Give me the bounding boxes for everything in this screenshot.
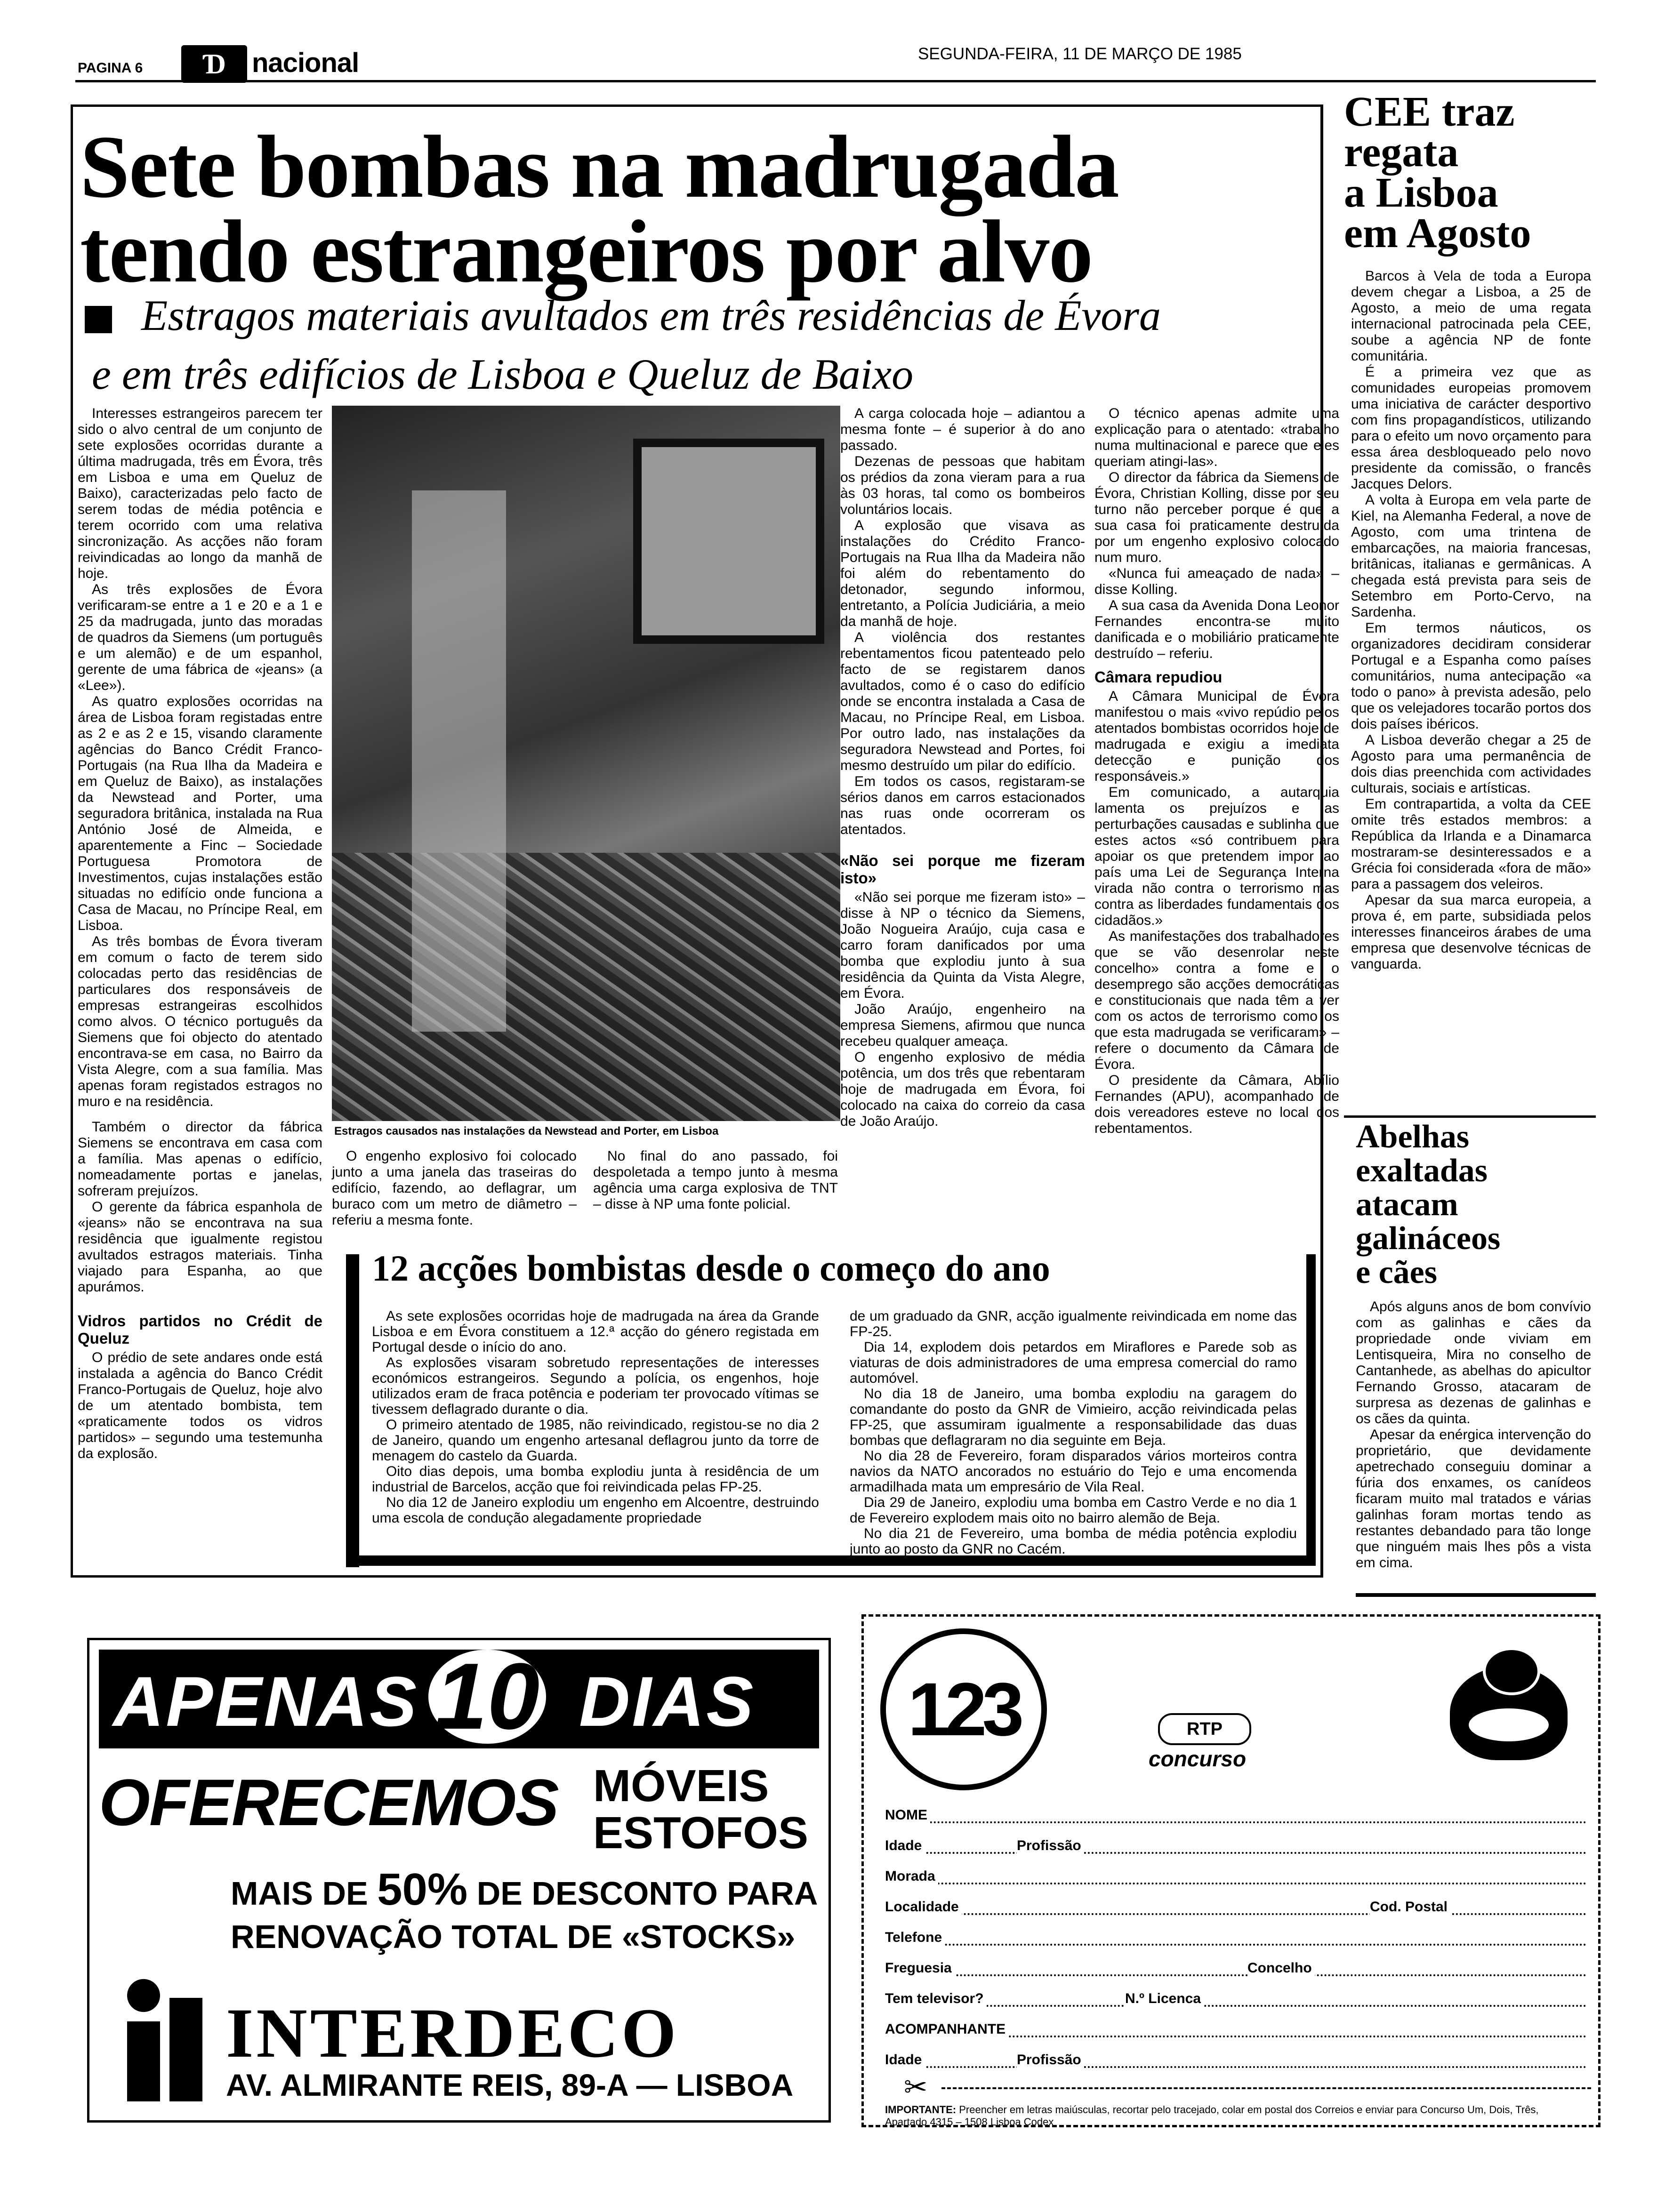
ad-brand: INTERDECO	[226, 1994, 679, 2072]
photo-caption: Estragos causados nas instalações da Newstead and Porter, em Lisboa	[334, 1125, 719, 1138]
column-subhead: Vidros partidos no Crédit de Queluz	[78, 1312, 322, 1347]
localidade-label: Localidade	[885, 1899, 962, 1915]
form-row-idade[interactable]	[885, 1838, 1586, 1857]
main-box-top	[71, 104, 1323, 107]
abelhas-headline	[1356, 1120, 1500, 1290]
ad-desconto: DE DESCONTO PARA	[467, 1875, 818, 1912]
paragraph: No dia 12 de Janeiro explodiu um engenho em Alcoentre, destruindo uma escola de condução alegadamente propriedade	[372, 1495, 819, 1526]
page-date: SEGUNDA-FEIRA, 11 DE MARÇO DE 1985	[918, 45, 1242, 63]
rtp-logo-icon: RTP	[1158, 1713, 1251, 1745]
idade-2-label: Idade	[885, 2052, 925, 2068]
ad-mais: MAIS DE	[231, 1875, 378, 1912]
main-subheadline-line2: e em três edifícios de Lisboa e Queluz de Baixo	[92, 350, 914, 398]
ad-dias: DIAS	[579, 1662, 756, 1741]
concelho-label: Concelho	[1247, 1960, 1315, 1976]
paragraph: O presidente da Câmara, Abílio Fernandes (APU), acompanhado de dois vereadores esteve no local dos rebentamentos.	[1094, 1073, 1339, 1136]
paragraph: As quatro explosões ocorridas na área de Lisboa foram registadas entre as 2 e as 2 e 15, visando claramente agências do Banco Crédit Franco-Portugais (na Rua Ilha da Madeira e em Queluz de Baixo), as instalações da Newstead and Porter, uma seguradora britânica, instalada na Rua António José de Almeida, e aparentemente a Finc – Sociedade Portuguesa Promotora de Investimentos, cujas instalações estão situadas no edifício onde funciona a Casa de Macau, no Príncipe Real, em Lisboa.	[78, 694, 322, 933]
paragraph: O primeiro atentado de 1985, não reivindicado, registou-se no dia 2 de Janeiro, quando um engenho artesanal deflagrou junto da torre de menagem do castelo da Guarda.	[372, 1417, 819, 1464]
sidebar-divider	[1344, 1115, 1596, 1118]
headline-line: CEE traz	[1344, 88, 1515, 135]
interdeco-ad	[87, 1638, 831, 2123]
ad-renovacao: RENOVAÇÃO TOTAL DE «STOCKS»	[231, 1918, 796, 1955]
important-note	[885, 2104, 1577, 2128]
morada-label: Morada	[885, 1868, 938, 1884]
photo-debris	[332, 853, 840, 1121]
paragraph: No dia 21 de Fevereiro, uma bomba de média potência explodiu junto ao posto da GNR no Cacém.	[850, 1526, 1297, 1557]
paragraph: O gerente da fábrica espanhola de «jeans» não se encontrava na sua residência que igualmente registou avultados estragos materiais. Tinha viajado para Espanha, ao que apurámos.	[78, 1199, 322, 1295]
headline-line: atacam	[1356, 1186, 1458, 1223]
paragraph: A explosão que visava as instalações do Crédito Franco-Portugais na Rua Ilha da Madeira não foi além do rebentamento do detonador, segundo informou, entretanto, a Polícia Judiciária, a meio da manhã de hoje.	[840, 518, 1085, 629]
interdeco-logo-icon	[118, 1979, 207, 2101]
paragraph: «Não sei porque me fizeram isto» – disse à NP o técnico da Siemens, João Nogueira Araújo, cuja casa e carro foram danificados por uma bomba que explodiu junto à sua residência da Quinta da Vista Alegre, em Évora.	[840, 890, 1085, 1001]
paragraph: É a primeira vez que as comunidades europeias promovem uma iniciativa de carácter desportivo com fins propagandísticos, utilizando para o efeito um novo orçamento para essa área desbloqueado pelo novo presidente da comissão, o francês Jacques Delors.	[1351, 364, 1591, 492]
main-column-1	[78, 406, 322, 1462]
photo-wall	[412, 490, 506, 1032]
page-number: PAGINA 6	[78, 60, 143, 76]
main-box-bottom	[71, 1575, 1323, 1578]
paragraph: de um graduado da GNR, acção igualmente reivindicada em nome das FP-25.	[850, 1308, 1297, 1339]
main-headline-line2: tendo estrangeiros por alvo	[80, 202, 1093, 301]
freguesia-label: Freguesia	[885, 1960, 955, 1976]
paragraph: Barcos à Vela de toda a Europa devem chegar a Lisboa, a 25 de Agosto, a meio de uma regata internacional patrocinada pela CEE, soube a agência NP de fonte comunitária.	[1351, 268, 1591, 364]
paragraph: O técnico apenas admite uma explicação para o atentado: «trabalho numa multinacional e parece que eles queriam atingi-las».	[1094, 406, 1339, 469]
main-column-3	[840, 406, 1085, 1130]
headline-line: e cães	[1356, 1254, 1437, 1290]
form-row-nome[interactable]	[885, 1807, 1586, 1826]
headline-line: Abelhas	[1356, 1119, 1470, 1155]
under-photo-column-a	[332, 1148, 577, 1228]
paragraph: As explosões visaram sobretudo representações de interesses económicos estrangeiros. Segundo a polícia, os engenhos, hoje utilizados eram de fraca potência e poderiam ter provocado vítimas se tivessem deflagrado durante o dia.	[372, 1355, 819, 1417]
paragraph: Também o director da fábrica Siemens se encontrava em casa com a família. Mas apenas o edifício, nomeadamente portas e janelas, sofreram prejuízos.	[78, 1119, 322, 1199]
mascot-illustration-icon	[1440, 1638, 1577, 1765]
ad-oferecemos: OFERECEMOS	[99, 1765, 558, 1839]
paragraph: «Nunca fui ameaçado de nada» – disse Kolling.	[1094, 566, 1339, 597]
ad-address: AV. ALMIRANTE REIS, 89-A — LISBOA	[226, 2068, 794, 2102]
important-label: IMPORTANTE:	[885, 2104, 957, 2116]
paragraph: A carga colocada hoje – adiantou a mesma fonte – é superior à do ano passado.	[840, 406, 1085, 453]
paragraph: A Lisboa deverão chegar a 25 de Agosto para uma permanência de dois dias preenchida com actividades culturais, sociais e artísticas.	[1351, 732, 1591, 796]
cee-body	[1351, 268, 1591, 972]
form-row-telefone[interactable]	[885, 1930, 1586, 1948]
abelhas-body	[1356, 1299, 1591, 1571]
paragraph: A Câmara Municipal de Évora manifestou o mais «vivo repúdio pelos atentados bombistas ocorridos hoje de madrugada e exigiu a imediata detecção e punição dos responsáveis.»	[1094, 689, 1339, 784]
box-bar-bottom	[346, 1555, 1316, 1566]
form-row-televisor[interactable]	[885, 1991, 1586, 2010]
paragraph: Dia 14, explodem dois petardos em Miraflores e Parede sob as viaturas de dois administradores de uma empresa comercial do ramo automóvel.	[850, 1339, 1297, 1386]
paragraph: A violência dos restantes rebentamentos ficou patenteado pelo facto de se registarem danos avultados, como é o caso do edifício onde se encontra instalada a Casa de Macau, no Príncipe Real, em Lisboa. Por outro lado, nas instalações da seguradora Newstead and Portes, foi mesmo destruído um pilar do edifício.	[840, 630, 1085, 773]
headline-line: a Lisboa	[1344, 169, 1498, 216]
paragraph: Oito dias depois, uma bomba explodiu junta à residência de um industrial de Barcelos, acção que foi reivindicada pelas FP-25.	[372, 1464, 819, 1495]
important-text: Preencher em letras maiúsculas, recortar pelo tracejado, colar em postal dos Correios e enviar para Concurso Um, Dois, Três, Apartado 4315 – 1508 Lisboa Codex	[885, 2104, 1539, 2128]
paragraph: Dia 29 de Janeiro, explodiu uma bomba em Castro Verde e no dia 1 de Fevereiro explodem mais oito no bairro alemão de Beja.	[850, 1495, 1297, 1526]
main-subheadline-line1: Estragos materiais avultados em três residências de Évora	[141, 291, 1161, 339]
paragraph: As três explosões de Évora verificaram-se entre a 1 e 20 e a 1 e 25 da madrugada, junto das moradas de quadros da Siemens (um português e um alemão) e de um espanhol, gerente de uma fábrica de «jeans» (a «Lee»).	[78, 582, 322, 693]
cee-headline	[1344, 88, 1531, 256]
main-box-left	[71, 104, 73, 1578]
profissao-2-label: Profissão	[1017, 2052, 1084, 2068]
cut-line	[941, 2087, 1591, 2089]
cod-postal-label: Cod. Postal	[1370, 1899, 1450, 1915]
section-title: nacional	[252, 48, 359, 78]
headline-line: galináceos	[1356, 1220, 1501, 1257]
acompanhante-label: ACOMPANHANTE	[885, 2021, 1008, 2037]
under-photo-column-b	[593, 1148, 838, 1212]
ad-apenas: APENAS	[113, 1662, 419, 1741]
paragraph: Em contrapartida, a volta da CEE omite três estados membros: a República da Irlanda e a Dinamarca mostraram-se desinteressados e a Grécia foi considerada «fora de mão» para a passagem dos veleiros.	[1351, 796, 1591, 892]
paragraph: Após alguns anos de bom convívio com as galinhas e cães da propriedade onde viviam em Lentisqueira, Mira no conselho de Cantanhede, as abelhas do apicultor Fernando Grosso, atacaram de surpresa as dezenas de galinhas e os cães da quinta.	[1356, 1299, 1591, 1427]
licenca-label: N.º Licenca	[1125, 1991, 1204, 2007]
paragraph: Dezenas de pessoas que habitam os prédios da zona vieram para a rua às 03 horas, tal como os bombeiros voluntários locais.	[840, 454, 1085, 517]
headline-line: regata	[1344, 129, 1459, 176]
box-bar-right	[1306, 1254, 1316, 1565]
sidebar-bottom-rule	[1356, 1593, 1596, 1597]
header-rule	[75, 80, 1596, 82]
ad-estofos: ESTOFOS	[593, 1808, 808, 1858]
paragraph: O prédio de sete andares onde está instalada a agência do Banco Crédit Franco-Portugais de Queluz, hoje alvo de um atentado bombista, tem «praticamente todos os vidros partidos» – segundo uma testemunha da explosão.	[78, 1350, 322, 1461]
bullet-square-icon	[85, 306, 112, 333]
paragraph: Em comunicado, a autarquia lamenta os prejuízos e as perturbações causadas e sublinha que estes actos «só contribuem para apoiar os que pretendem impor ao país uma Lei de Segurança Interna virada não contra o terrorismo mas contra as liberdades fundamentais dos cidadãos.»	[1094, 785, 1339, 928]
paragraph: Interesses estrangeiros parecem ter sido o alvo central de um conjunto de sete explosões ocorridas durante a última madrugada, três em Évora, três em Lisboa e uma em Queluz de Baixo), caracterizadas pelo facto de serem todas de média potência e terem ocorrido com uma relativa sincronização. As acções não foram reivindicadas ao longo da manhã de hoje.	[78, 406, 322, 581]
show-123-logo: 123	[880, 1628, 1047, 1790]
form-row-freguesia[interactable]	[885, 1960, 1586, 1979]
paragraph: Em termos náuticos, os organizadores decidiram considerar Portugal e a Espanha como países comunitários, numa antecipação «a todo o pano» à prevista adesão, pelo que os velejadores tocarão portos dos dois países ibéricos.	[1351, 620, 1591, 732]
televisor-label: Tem televisor?	[885, 1991, 987, 2007]
scissors-icon: ✂	[904, 2071, 928, 2103]
form-row-localidade[interactable]	[885, 1899, 1586, 1918]
profissao-label: Profissão	[1017, 1838, 1084, 1854]
paragraph: João Araújo, engenheiro na empresa Siemens, afirmou que nunca recebeu qualquer ameaça.	[840, 1002, 1085, 1049]
ad-discount-line	[231, 1864, 818, 1915]
column-subhead: Câmara repudiou	[1094, 668, 1223, 686]
ad-ten: 10	[428, 1650, 546, 1744]
form-row-morada[interactable]	[885, 1868, 1586, 1887]
concurso-label: concurso	[1149, 1747, 1247, 1771]
paragraph: No dia 18 de Janeiro, uma bomba explodiu na garagem do comandante do posto da GNR de Vimieiro, acção reivindicada pelas FP-25, que assumiram igualmente a responsabilidade das duas bombas que deflagraram no dia seguinte em Beja.	[850, 1386, 1297, 1448]
newspaper-logo-icon: Ɗ	[181, 45, 247, 83]
idade-label: Idade	[885, 1838, 925, 1854]
box-column-right	[850, 1308, 1297, 1557]
photo-window-frame	[633, 439, 824, 644]
form-row-acompanhante[interactable]	[885, 2021, 1586, 2040]
column-subhead: «Não sei porque me fizeram isto»	[840, 852, 1085, 887]
paragraph: Em todos os casos, registaram-se sérios danos em carros estacionados nas ruas onde ocorreram os atentados.	[840, 774, 1085, 837]
paragraph: A sua casa da Avenida Dona Leonor Fernandes encontra-se muito danificada e o mobiliário praticamente destruído – referiu.	[1094, 598, 1339, 661]
paragraph: O engenho explosivo de média potência, um dos três que rebentaram hoje de madrugada em Évora, foi colocado na caixa do correio da casa de João Araújo.	[840, 1050, 1085, 1129]
nome-label: NOME	[885, 1807, 930, 1823]
main-column-4	[1094, 406, 1339, 1137]
paragraph: A volta à Europa em vela parte de Kiel, na Alemanha Federal, a nove de Agosto, com uma trintena de embarcações, na maioria francesas, britânicas, italianas e germânicas. A chegada está prevista para seis de Setembro em Porto-Cervo, na Sardenha.	[1351, 492, 1591, 620]
box-column-left	[372, 1308, 819, 1526]
paragraph: As sete explosões ocorridas hoje de madrugada na área da Grande Lisboa e em Évora constituem a 12.ª acção do género registada em Portugal desde o início do ano.	[372, 1308, 819, 1355]
box-headline: 12 acções bombistas desde o começo do ano	[372, 1248, 1050, 1289]
headline-line: em Agosto	[1344, 210, 1531, 256]
ad-percent: 50%	[377, 1864, 468, 1915]
form-row-idade-2[interactable]	[885, 2052, 1586, 2071]
paragraph: O engenho explosivo foi colocado junto a uma janela das traseiras do edifício, fazendo, ao deflagrar, um buraco com um metro de diâmetro – referiu a mesma fonte.	[332, 1148, 577, 1228]
paragraph: O director da fábrica da Siemens de Évora, Christian Kolling, disse por seu turno não perceber porque é que a sua casa foi praticamente destruída por um engenho explosivo colocado num muro.	[1094, 470, 1339, 565]
headline-line: exaltadas	[1356, 1153, 1488, 1189]
paragraph: No dia 28 de Fevereiro, foram disparados vários morteiros contra navios da NATO ancorados no estuário do Tejo e uma encomenda armadilhada mata um empresário de Vila Real.	[850, 1448, 1297, 1495]
box-bar-left	[346, 1254, 359, 1567]
paragraph: As manifestações dos trabalhadores que se vão desenrolar neste concelho» contra a fome e o desemprego são acções democráticas e constitucionais que nada têm a ver com os actos de terrorismo como os que esta madrugada se verificaram» – refere o documento da Câmara de Évora.	[1094, 929, 1339, 1072]
telefone-label: Telefone	[885, 1930, 945, 1946]
main-headline-line1: Sete bombas na madrugada	[80, 118, 1118, 216]
paragraph: No final do ano passado, foi despoletada a tempo junto à mesma agência uma carga explosiva de TNT – disse à NP uma fonte policial.	[593, 1148, 838, 1212]
news-photo	[332, 406, 840, 1121]
paragraph: Apesar da sua marca europeia, a prova é, em parte, subsidiada pelos interesses financeiros árabes de uma empresa que desenvolve técnicas de vanguarda.	[1351, 892, 1591, 972]
paragraph: Apesar da enérgica intervenção do proprietário, que devidamente apetrechado conseguiu dominar a fúria dos enxames, os canídeos ficaram muito mal tratados e várias galinhas foram mortas tendo as restantes debandado para tão longe que ninguém mais lhes pôs a vista em cima.	[1356, 1427, 1591, 1571]
ad-moveis: MÓVEIS	[593, 1761, 769, 1811]
paragraph: As três bombas de Évora tiveram em comum o facto de terem sido colocadas perto das residências de particulares dos responsáveis de empresas estrangeiras escolhidos como alvos. O técnico português da Siemens que foi objecto do atentado encontrava-se em casa, no Bairro da Vista Alegre, com a sua família. Mas apenas foram registados estragos no muro e na residência.	[78, 934, 322, 1109]
